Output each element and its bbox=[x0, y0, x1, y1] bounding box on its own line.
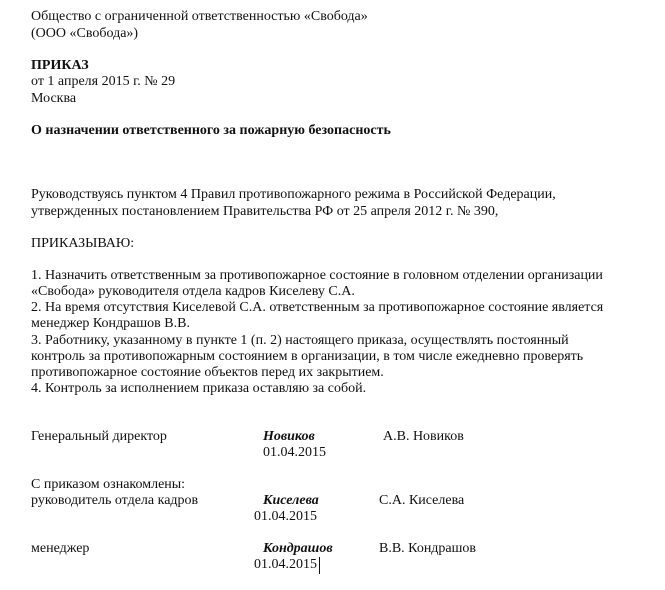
order-date-number: от 1 апреля 2015 г. № 29 bbox=[31, 74, 176, 89]
director-name: А.В. Новиков bbox=[383, 429, 464, 444]
order-item-line: 3. Работнику, указанному в пункте 1 (п. 2) настоящего приказа, осуществлять постоянный bbox=[31, 333, 569, 348]
order-item-line: «Свобода» руководителя отдела кадров Киселеву С.А. bbox=[31, 284, 355, 299]
preamble-line: утвержденных постановлением Правительства РФ от 25 апреля 2012 г. № 390, bbox=[31, 204, 499, 219]
order-item-line: 4. Контроль за исполнением приказа оставляю за собой. bbox=[31, 381, 367, 396]
manager-signature: Кондрашов bbox=[263, 541, 333, 556]
hr-head-signature: Киселева bbox=[263, 493, 319, 508]
document-title: ПРИКАЗ bbox=[31, 58, 89, 73]
director-position: Генеральный директор bbox=[31, 429, 167, 444]
hr-head-position: руководитель отдела кадров bbox=[31, 493, 199, 508]
order-item-line: противопожарное состояние объектов перед их закрытием. bbox=[31, 365, 384, 380]
organization-short-name: (ООО «Свобода») bbox=[31, 26, 139, 41]
manager-sign-date: 01.04.2015 bbox=[254, 557, 317, 572]
order-item-line: контроль за противопожарным состоянием в организации, в том числе ежедневно проверять bbox=[31, 349, 584, 364]
hr-head-sign-date: 01.04.2015 bbox=[254, 509, 317, 524]
text-cursor bbox=[319, 557, 320, 574]
director-signature: Новиков bbox=[263, 429, 315, 444]
order-subject: О назначении ответственного за пожарную безопасность bbox=[31, 123, 391, 138]
preamble-line: Руководствуясь пунктом 4 Правил противопожарного режима в Российской Федерации, bbox=[31, 187, 556, 202]
hr-head-name: С.А. Киселева bbox=[379, 493, 465, 508]
order-item-line: менеджер Кондрашов В.В. bbox=[31, 316, 190, 331]
order-city: Москва bbox=[31, 91, 77, 106]
organization-full-name: Общество с ограниченной ответственностью «Свобода» bbox=[31, 9, 368, 24]
order-item-line: 1. Назначить ответственным за противопожарное состояние в головном отделении организации bbox=[31, 268, 603, 283]
director-sign-date: 01.04.2015 bbox=[263, 445, 326, 460]
acquainted-label: С приказом ознакомлены: bbox=[31, 477, 186, 492]
decree-word: ПРИКАЗЫВАЮ: bbox=[31, 236, 135, 251]
manager-name: В.В. Кондрашов bbox=[379, 541, 477, 556]
order-item-line: 2. На время отсутствия Киселевой С.А. ответственным за противопожарное состояние является bbox=[31, 300, 604, 315]
manager-position: менеджер bbox=[31, 541, 90, 556]
